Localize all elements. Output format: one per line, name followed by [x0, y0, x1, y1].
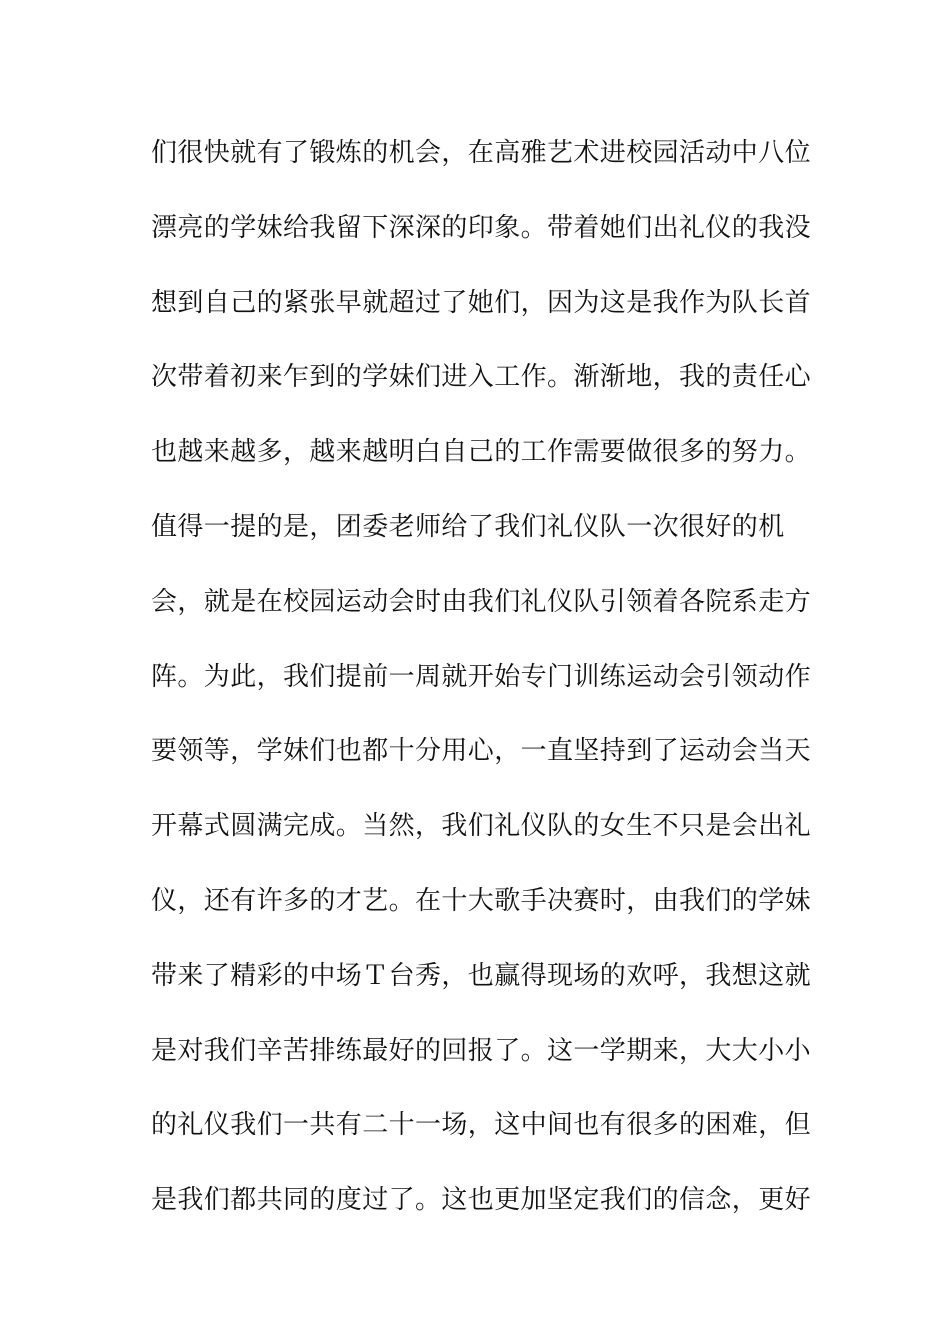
text-line: 想到自己的紧张早就超过了她们，因为这是我作为队长首	[151, 287, 812, 318]
text-line: 阵。为此，我们提前一周就开始专门训练运动会引领动作	[151, 661, 812, 692]
text-line: 漂亮的学妹给我留下深深的印象。带着她们出礼仪的我没	[151, 212, 812, 243]
text-line: 们很快就有了锻炼的机会，在高雅艺术进校园活动中八位	[151, 138, 812, 168]
text-line: 要领等，学妹们也都十分用心，一直坚持到了运动会当天	[151, 736, 812, 767]
text-line: 会，就是在校园运动会时由我们礼仪队引领着各院系走方	[151, 586, 812, 617]
text-line: 次带着初来乍到的学妹们进入工作。渐渐地，我的责任心	[151, 362, 812, 393]
text-line: 是我们都共同的度过了。这也更加坚定我们的信念，更好	[151, 1185, 812, 1216]
text-line: 是对我们辛苦排练最好的回报了。这一学期来，大大小小	[151, 1035, 812, 1066]
text-line: 值得一提的是，团委老师给了我们礼仪队一次很好的机	[151, 511, 785, 542]
text-line: 也越来越多，越来越明白自己的工作需要做很多的努力。	[151, 437, 812, 468]
text-line: 带来了精彩的中场Ｔ台秀，也赢得现场的欢呼，我想这就	[151, 960, 812, 991]
text-line: 仪，还有许多的才艺。在十大歌手决赛时，由我们的学妹	[151, 885, 812, 916]
text-line: 开幕式圆满完成。当然，我们礼仪队的女生不只是会出礼	[151, 811, 812, 842]
body-text	[151, 127, 811, 1249]
text-line: 的礼仪我们一共有二十一场，这中间也有很多的困难，但	[151, 1110, 812, 1141]
